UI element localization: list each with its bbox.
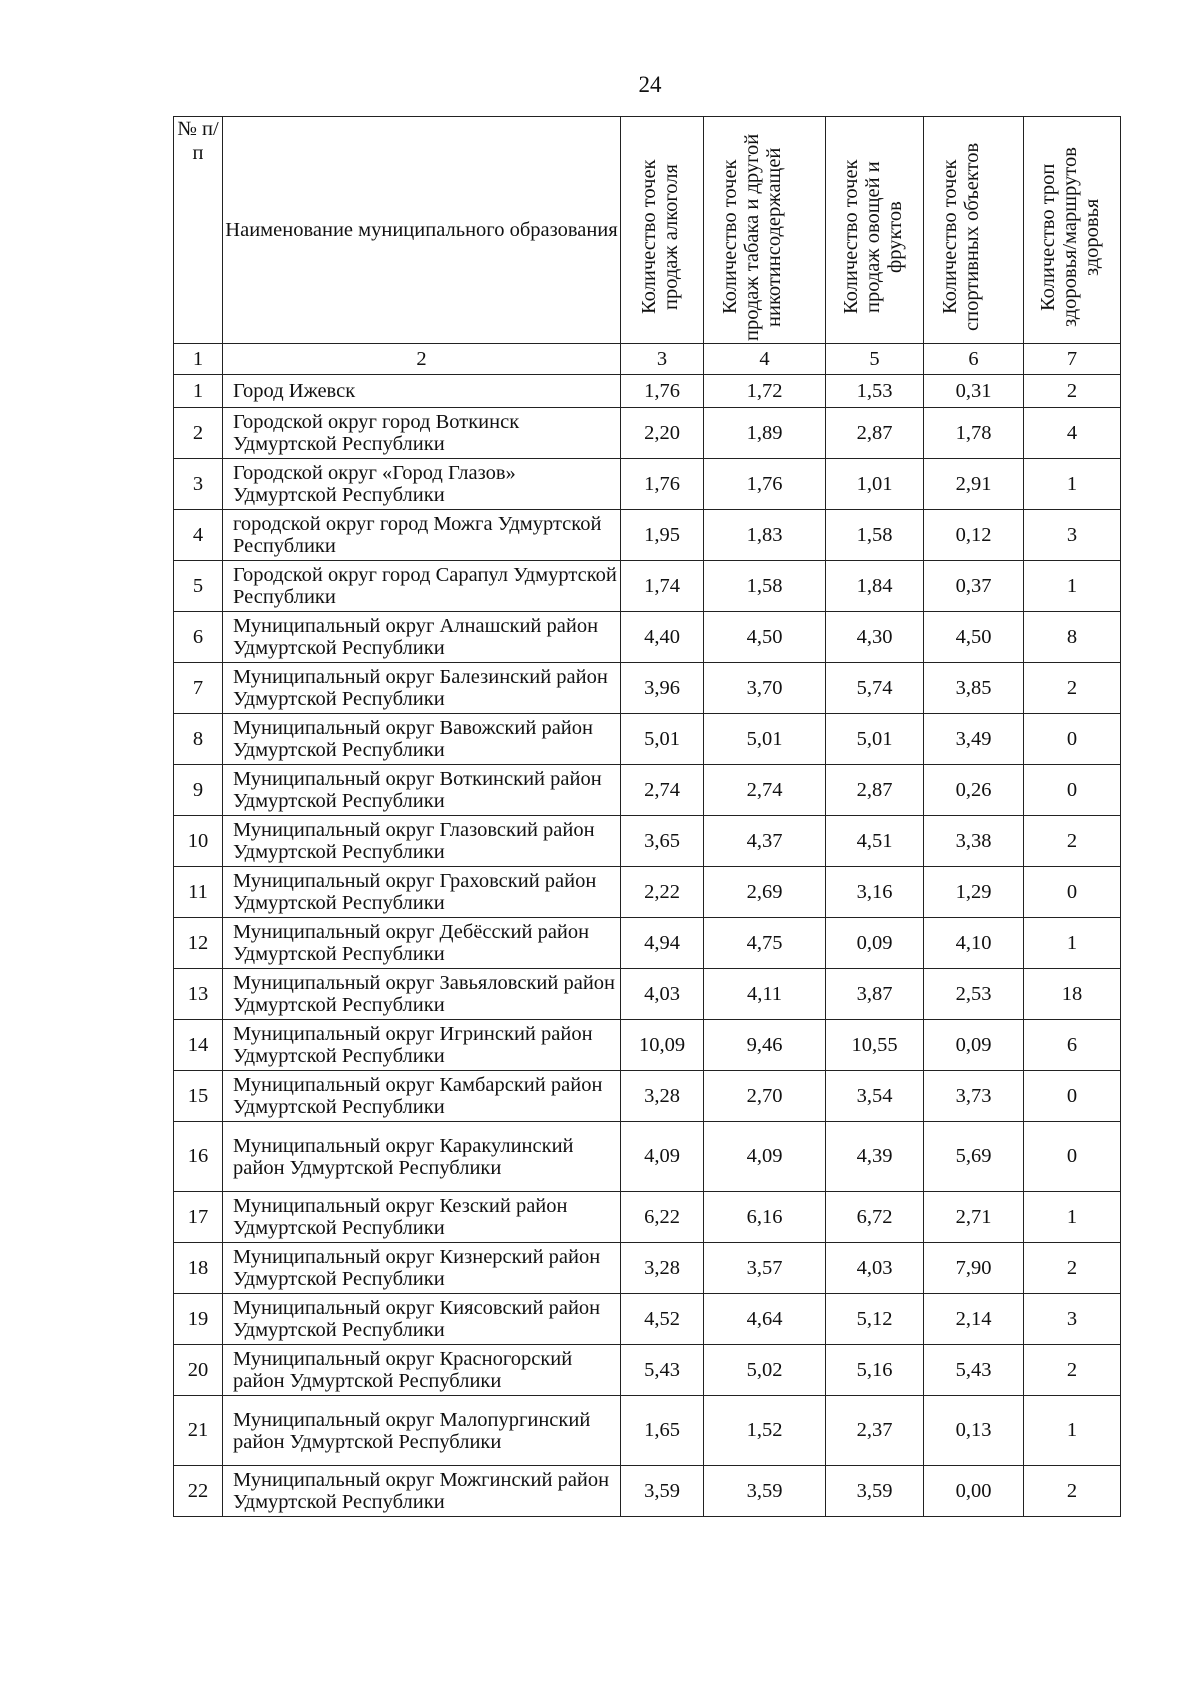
tobacco-value: 4,75 [704, 918, 826, 969]
data-table [173, 116, 1121, 1517]
table-row [174, 1071, 1121, 1122]
row-number: 2 [174, 408, 223, 459]
header-sports [924, 117, 1024, 344]
table-row [174, 1192, 1121, 1243]
sports-value: 0,26 [924, 765, 1024, 816]
table-row [174, 1466, 1121, 1517]
vegetables-value: 4,51 [826, 816, 924, 867]
vegetables-value: 10,55 [826, 1020, 924, 1071]
column-number: 1 [174, 344, 223, 375]
municipality-name: Город Ижевск [223, 375, 621, 408]
table-row [174, 561, 1121, 612]
alcohol-value: 3,96 [621, 663, 704, 714]
table-row [174, 1294, 1121, 1345]
row-number: 19 [174, 1294, 223, 1345]
alcohol-value: 6,22 [621, 1192, 704, 1243]
column-number: 7 [1024, 344, 1121, 375]
row-number: 18 [174, 1243, 223, 1294]
table-row [174, 765, 1121, 816]
tobacco-value: 3,70 [704, 663, 826, 714]
table-row [174, 969, 1121, 1020]
table-row [174, 918, 1121, 969]
sports-value: 1,29 [924, 867, 1024, 918]
table-row [174, 375, 1121, 408]
row-number: 15 [174, 1071, 223, 1122]
header-sports-label: Количество точек спортивных объектов [938, 142, 983, 332]
header-vegetables-label: Количество точек продаж овощей и фруктов [839, 159, 906, 315]
sports-value: 0,31 [924, 375, 1024, 408]
municipality-name: Муниципальный округ Балезинский район Удмуртской Республики [223, 663, 621, 714]
alcohol-value: 3,65 [621, 816, 704, 867]
alcohol-value: 4,94 [621, 918, 704, 969]
sports-value: 3,73 [924, 1071, 1024, 1122]
table-row [174, 1020, 1121, 1071]
sports-value: 4,50 [924, 612, 1024, 663]
trails-value: 2 [1024, 816, 1121, 867]
vegetables-value: 2,87 [826, 765, 924, 816]
column-number: 4 [704, 344, 826, 375]
alcohol-value: 4,09 [621, 1122, 704, 1192]
vegetables-value: 3,16 [826, 867, 924, 918]
trails-value: 0 [1024, 714, 1121, 765]
tobacco-value: 6,16 [704, 1192, 826, 1243]
municipality-name: Городской округ город Сарапул Удмуртской Республики [223, 561, 621, 612]
row-number: 8 [174, 714, 223, 765]
municipality-name: Муниципальный округ Можгинский район Удмуртской Республики [223, 1466, 621, 1517]
sports-value: 3,49 [924, 714, 1024, 765]
header-tobacco-label: Количество точек продаж табака и другой никотинсодержащей [718, 133, 785, 341]
sports-value: 0,12 [924, 510, 1024, 561]
alcohol-value: 1,76 [621, 459, 704, 510]
tobacco-value: 1,83 [704, 510, 826, 561]
municipality-name: Муниципальный округ Дебёсский район Удмуртской Республики [223, 918, 621, 969]
trails-value: 2 [1024, 1466, 1121, 1517]
trails-value: 6 [1024, 1020, 1121, 1071]
tobacco-value: 1,52 [704, 1396, 826, 1466]
trails-value: 18 [1024, 969, 1121, 1020]
table-row [174, 1243, 1121, 1294]
row-number: 22 [174, 1466, 223, 1517]
row-number: 14 [174, 1020, 223, 1071]
tobacco-value: 3,59 [704, 1466, 826, 1517]
alcohol-value: 2,22 [621, 867, 704, 918]
vegetables-value: 1,84 [826, 561, 924, 612]
trails-value: 4 [1024, 408, 1121, 459]
alcohol-value: 4,40 [621, 612, 704, 663]
alcohol-value: 3,28 [621, 1243, 704, 1294]
vegetables-value: 1,53 [826, 375, 924, 408]
row-number: 10 [174, 816, 223, 867]
row-number: 1 [174, 375, 223, 408]
table-row [174, 408, 1121, 459]
header-vegetables [826, 117, 924, 344]
row-number: 7 [174, 663, 223, 714]
trails-value: 1 [1024, 1396, 1121, 1466]
alcohol-value: 1,74 [621, 561, 704, 612]
vegetables-value: 5,16 [826, 1345, 924, 1396]
municipality-name: Муниципальный округ Киясовский район Удмуртской Республики [223, 1294, 621, 1345]
vegetables-value: 5,74 [826, 663, 924, 714]
sports-value: 7,90 [924, 1243, 1024, 1294]
header-alcohol-label: Количество точек продаж алкоголя [638, 159, 682, 315]
row-number: 21 [174, 1396, 223, 1466]
row-number: 12 [174, 918, 223, 969]
sports-value: 3,38 [924, 816, 1024, 867]
trails-value: 2 [1024, 663, 1121, 714]
tobacco-value: 5,01 [704, 714, 826, 765]
row-number: 4 [174, 510, 223, 561]
trails-value: 2 [1024, 1243, 1121, 1294]
vegetables-value: 3,54 [826, 1071, 924, 1122]
tobacco-value: 2,70 [704, 1071, 826, 1122]
vegetables-value: 3,59 [826, 1466, 924, 1517]
trails-value: 1 [1024, 459, 1121, 510]
tobacco-value: 5,02 [704, 1345, 826, 1396]
vegetables-value: 2,37 [826, 1396, 924, 1466]
tobacco-value: 4,64 [704, 1294, 826, 1345]
trails-value: 0 [1024, 1071, 1121, 1122]
column-number: 2 [223, 344, 621, 375]
trails-value: 0 [1024, 1122, 1121, 1192]
sports-value: 0,00 [924, 1466, 1024, 1517]
sports-value: 2,14 [924, 1294, 1024, 1345]
alcohol-value: 4,03 [621, 969, 704, 1020]
alcohol-value: 2,74 [621, 765, 704, 816]
alcohol-value: 4,52 [621, 1294, 704, 1345]
municipality-name: Городской округ «Город Глазов» Удмуртской Республики [223, 459, 621, 510]
vegetables-value: 3,87 [826, 969, 924, 1020]
municipality-name: Муниципальный округ Каракулинский район Удмуртской Республики [223, 1122, 621, 1192]
header-trails-label: Количество троп здоровья/маршрутов здоровья [1037, 147, 1103, 327]
row-number: 13 [174, 969, 223, 1020]
tobacco-value: 3,57 [704, 1243, 826, 1294]
tobacco-value: 4,50 [704, 612, 826, 663]
sports-value: 0,09 [924, 1020, 1024, 1071]
sports-value: 4,10 [924, 918, 1024, 969]
tobacco-value: 1,72 [704, 375, 826, 408]
vegetables-value: 5,01 [826, 714, 924, 765]
row-number: 3 [174, 459, 223, 510]
municipality-name: городской округ город Можга Удмуртской Республики [223, 510, 621, 561]
municipality-name: Муниципальный округ Завьяловский район Удмуртской Республики [223, 969, 621, 1020]
column-number: 3 [621, 344, 704, 375]
row-number: 9 [174, 765, 223, 816]
trails-value: 1 [1024, 561, 1121, 612]
tobacco-value: 9,46 [704, 1020, 826, 1071]
sports-value: 2,91 [924, 459, 1024, 510]
municipality-name: Муниципальный округ Кезский район Удмуртской Республики [223, 1192, 621, 1243]
header-tobacco [704, 117, 826, 344]
tobacco-value: 4,09 [704, 1122, 826, 1192]
alcohol-value: 1,95 [621, 510, 704, 561]
page-number: 24 [638, 72, 662, 97]
table-row [174, 459, 1121, 510]
tobacco-value: 2,74 [704, 765, 826, 816]
row-number: 17 [174, 1192, 223, 1243]
municipality-name: Муниципальный округ Игринский район Удмуртской Республики [223, 1020, 621, 1071]
sports-value: 2,71 [924, 1192, 1024, 1243]
vegetables-value: 4,03 [826, 1243, 924, 1294]
sports-value: 1,78 [924, 408, 1024, 459]
table-row [174, 510, 1121, 561]
alcohol-value: 3,59 [621, 1466, 704, 1517]
table-row [174, 1122, 1121, 1192]
trails-value: 3 [1024, 1294, 1121, 1345]
tobacco-value: 1,58 [704, 561, 826, 612]
vegetables-value: 5,12 [826, 1294, 924, 1345]
alcohol-value: 1,65 [621, 1396, 704, 1466]
alcohol-value: 3,28 [621, 1071, 704, 1122]
vegetables-value: 4,39 [826, 1122, 924, 1192]
sports-value: 3,85 [924, 663, 1024, 714]
municipality-name: Городской округ город Воткинск Удмуртской Республики [223, 408, 621, 459]
vegetables-value: 1,58 [826, 510, 924, 561]
trails-value: 1 [1024, 918, 1121, 969]
trails-value: 8 [1024, 612, 1121, 663]
sports-value: 2,53 [924, 969, 1024, 1020]
municipality-name: Муниципальный округ Кизнерский район Удмуртской Республики [223, 1243, 621, 1294]
table-body [174, 375, 1121, 1517]
row-number: 11 [174, 867, 223, 918]
sports-value: 0,13 [924, 1396, 1024, 1466]
table-row [174, 714, 1121, 765]
trails-value: 0 [1024, 867, 1121, 918]
table-row [174, 867, 1121, 918]
column-number-row [174, 344, 1121, 375]
header-alcohol [621, 117, 704, 344]
table-row [174, 612, 1121, 663]
header-trails [1024, 117, 1121, 344]
table-row [174, 1396, 1121, 1466]
table-row [174, 816, 1121, 867]
trails-value: 3 [1024, 510, 1121, 561]
table-header-row [174, 117, 1121, 344]
trails-value: 2 [1024, 1345, 1121, 1396]
municipality-name: Муниципальный округ Вавожский район Удмуртской Республики [223, 714, 621, 765]
alcohol-value: 10,09 [621, 1020, 704, 1071]
alcohol-value: 5,01 [621, 714, 704, 765]
tobacco-value: 2,69 [704, 867, 826, 918]
tobacco-value: 4,11 [704, 969, 826, 1020]
tobacco-value: 1,76 [704, 459, 826, 510]
sports-value: 5,69 [924, 1122, 1024, 1192]
row-number: 20 [174, 1345, 223, 1396]
column-number: 5 [826, 344, 924, 375]
vegetables-value: 0,09 [826, 918, 924, 969]
trails-value: 2 [1024, 375, 1121, 408]
sports-value: 0,37 [924, 561, 1024, 612]
trails-value: 0 [1024, 765, 1121, 816]
header-no: № п/п [174, 117, 223, 344]
row-number: 5 [174, 561, 223, 612]
tobacco-value: 1,89 [704, 408, 826, 459]
vegetables-value: 1,01 [826, 459, 924, 510]
row-number: 16 [174, 1122, 223, 1192]
row-number: 6 [174, 612, 223, 663]
tobacco-value: 4,37 [704, 816, 826, 867]
municipality-name: Муниципальный округ Алнашский район Удмуртской Республики [223, 612, 621, 663]
vegetables-value: 6,72 [826, 1192, 924, 1243]
municipality-name: Муниципальный округ Камбарский район Удмуртской Республики [223, 1071, 621, 1122]
alcohol-value: 2,20 [621, 408, 704, 459]
vegetables-value: 2,87 [826, 408, 924, 459]
alcohol-value: 5,43 [621, 1345, 704, 1396]
sports-value: 5,43 [924, 1345, 1024, 1396]
trails-value: 1 [1024, 1192, 1121, 1243]
municipality-name: Муниципальный округ Граховский район Удмуртской Республики [223, 867, 621, 918]
vegetables-value: 4,30 [826, 612, 924, 663]
column-number: 6 [924, 344, 1024, 375]
municipality-name: Муниципальный округ Воткинский район Удмуртской Республики [223, 765, 621, 816]
header-name: Наименование муниципального образования [223, 117, 621, 344]
table-row [174, 1345, 1121, 1396]
table-row [174, 663, 1121, 714]
municipality-name: Муниципальный округ Красногорский район Удмуртской Республики [223, 1345, 621, 1396]
municipality-name: Муниципальный округ Глазовский район Удмуртской Республики [223, 816, 621, 867]
alcohol-value: 1,76 [621, 375, 704, 408]
municipality-name: Муниципальный округ Малопургинский район Удмуртской Республики [223, 1396, 621, 1466]
